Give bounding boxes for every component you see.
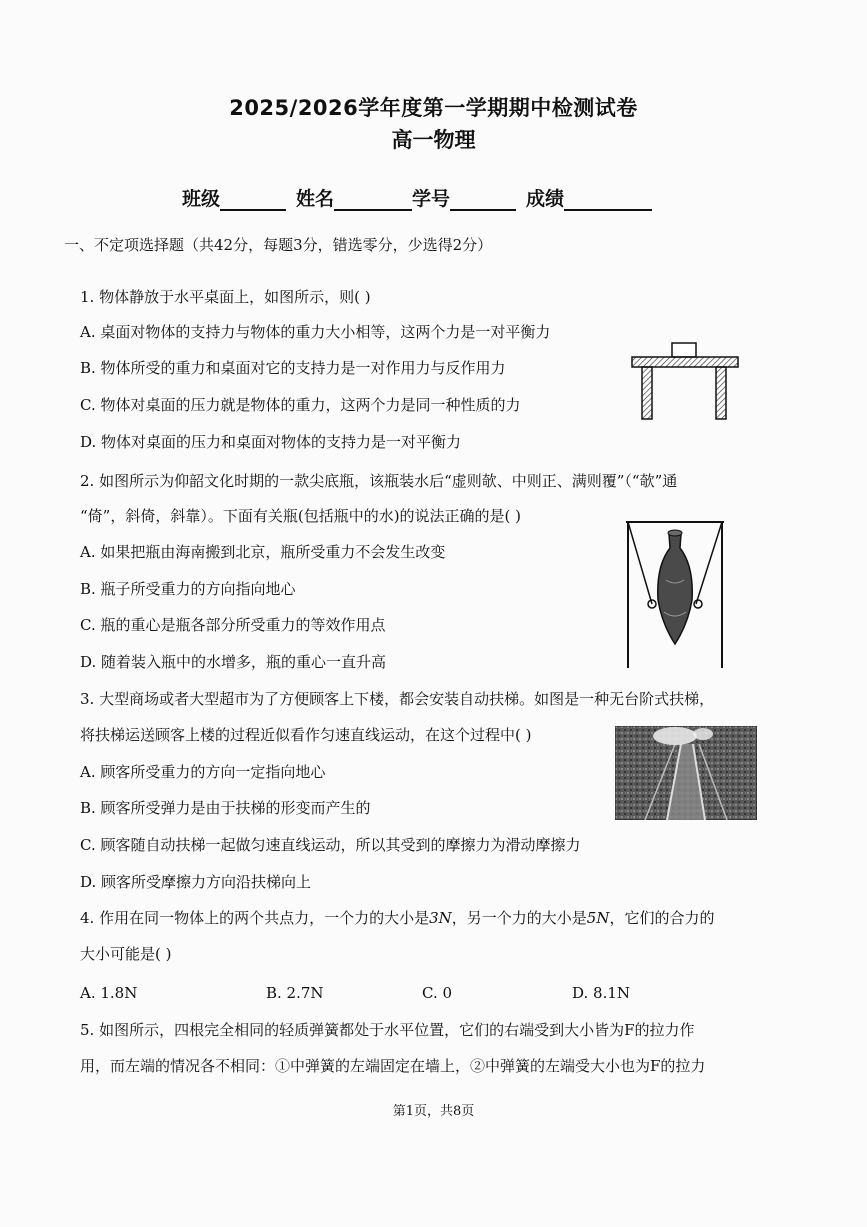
q3-option-a: A. 顾客所受重力的方向一定指向地心 [80, 763, 326, 781]
q4-stem-pre: 4. 作用在同一物体上的两个共点力，一个力的大小是 [80, 909, 430, 927]
q3-option-d: D. 顾客所受摩擦力方向沿扶梯向上 [80, 873, 312, 891]
student-id-label: 学号 [412, 188, 451, 210]
section-heading: 一、不定项选择题（共42分，每题3分，错选零分，少选得2分） [64, 236, 493, 254]
student-info-row [182, 184, 662, 211]
escalator-photo [615, 726, 757, 820]
student-id-blank [450, 189, 516, 211]
q4-stem-post: ，它们的合力的 [609, 909, 715, 927]
score-blank [564, 189, 652, 211]
name-blank [334, 189, 412, 211]
score-label: 成绩 [526, 188, 565, 210]
name-label: 姓名 [296, 188, 335, 210]
q3-option-b: B. 顾客所受弹力是由于扶梯的形变而产生的 [80, 799, 371, 817]
exam-subject: 高一物理 [391, 128, 476, 152]
table-leg-right [716, 367, 726, 419]
q2-stem-line1: 2. 如图所示为仰韶文化时期的一款尖底瓶，该瓶装水后“虚则欹、中则正、满则覆”（“欹”通 [80, 472, 678, 490]
q4-force-2: 5N [586, 909, 610, 927]
q4-option-b: B. 2.7N [266, 984, 324, 1002]
q1-option-a: A. 桌面对物体的支持力与物体的重力大小相等，这两个力是一对平衡力 [80, 323, 551, 341]
q2-option-c: C. 瓶的重心是瓶各部分所受重力的等效作用点 [80, 616, 386, 634]
q4-stem-line2: 大小可能是( ) [80, 945, 172, 963]
q3-stem-line2: 将扶梯运送顾客上楼的过程近似看作匀速直线运动，在这个过程中( ) [80, 726, 532, 744]
table-figure [630, 340, 740, 422]
q4-stem-line1 [80, 908, 714, 928]
table-leg-left [642, 367, 652, 419]
class-blank [220, 189, 286, 211]
q1-option-d: D. 物体对桌面的压力和桌面对物体的支持力是一对平衡力 [80, 433, 462, 451]
bottle-body [658, 534, 693, 644]
q3-option-c: C. 顾客随自动扶梯一起做匀速直线运动，所以其受到的摩擦力为滑动摩擦力 [80, 836, 581, 854]
exam-title: 2025/2026学年度第一学期期中检测试卷 [229, 96, 638, 120]
page-footer: 第1页，共8页 [392, 1104, 475, 1119]
q4-option-a: A. 1.8N [80, 984, 138, 1002]
q1-stem: 1. 物体静放于水平桌面上，如图所示，则( ) [80, 288, 371, 306]
q5-line2: 用，而左端的情况各不相同：①中弹簧的左端固定在墙上，②中弹簧的左端受大小也为F的拉力 [80, 1057, 706, 1075]
class-label: 班级 [182, 188, 221, 210]
q1-option-c: C. 物体对桌面的压力就是物体的重力，这两个力是同一种性质的力 [80, 396, 521, 414]
q2-option-d: D. 随着装入瓶中的水增多，瓶的重心一直升高 [80, 653, 387, 671]
q4-option-c: C. 0 [422, 984, 453, 1002]
q4-force-1: 3N [429, 909, 452, 927]
q3-stem-line1: 3. 大型商场或者大型超市为了方便顾客上下楼，都会安装自动扶梯。如图是一种无台阶式扶梯， [80, 690, 715, 708]
pointed-bottle-figure [622, 520, 728, 670]
table-top [632, 357, 738, 367]
q2-option-a: A. 如果把瓶由海南搬到北京，瓶所受重力不会发生改变 [80, 543, 446, 561]
block-object [672, 343, 696, 357]
q5-line1: 5. 如图所示，四根完全相同的轻质弹簧都处于水平位置，它们的右端受到大小皆为F的拉力作 [80, 1021, 695, 1039]
q4-stem-mid: ，另一个力的大小是 [451, 909, 587, 927]
q1-option-b: B. 物体所受的重力和桌面对它的支持力是一对作用力与反作用力 [80, 359, 506, 377]
q2-option-b: B. 瓶子所受重力的方向指向地心 [80, 580, 296, 598]
q2-stem-line2: “倚”，斜倚，斜靠）。下面有关瓶(包括瓶中的水)的说法正确的是( ) [80, 507, 522, 525]
q4-option-d: D. 8.1N [572, 984, 631, 1002]
